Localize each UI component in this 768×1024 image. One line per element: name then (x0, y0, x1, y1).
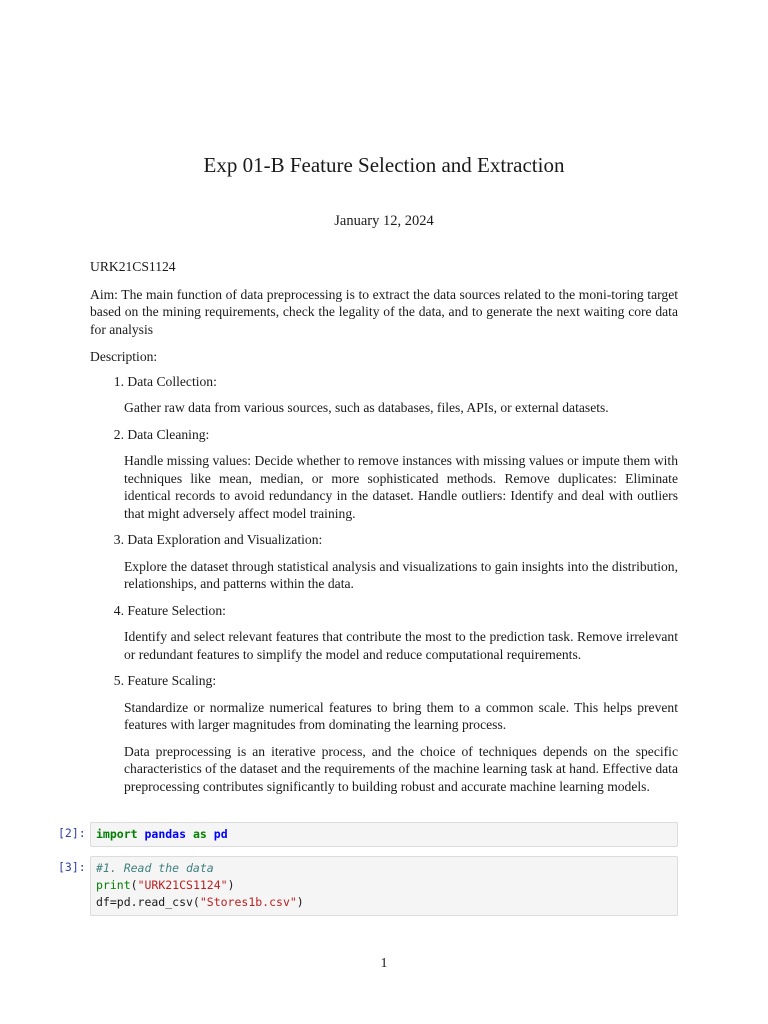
step-number: 2. (113, 426, 124, 442)
step-number: 5. (113, 673, 124, 688)
step-body: Explore the dataset through statistical analysis and visualizations to gain insights into the distribution, relationships, and patterns within the data. (124, 558, 678, 591)
step-number: 1. (113, 373, 124, 389)
step-title: Data Cleaning: (127, 426, 210, 442)
list-item (90, 426, 678, 523)
steps-list (90, 373, 678, 734)
description-label: Description: (90, 349, 158, 364)
step-body: Handle missing values: Decide whether to remove instances with missing values or impute them with techniques like mean, median, or more sophisticated methods. Remove duplicates: Eliminate identical records to avoid redundancy in the dataset. Handle outliers: Identify and deal with outliers that might adversely affect model training. (124, 453, 678, 521)
aim-paragraph: Aim: The main function of data preprocessing is to extract the data sources related to the moni-toring target based on the mining requirements, check the legality of the data, and to generate the next waiting core data for analysis (90, 286, 678, 337)
list-item (90, 672, 678, 734)
step-number: 4. (113, 602, 124, 618)
step-title: Data Collection: (127, 373, 217, 389)
list-item (90, 602, 678, 664)
step-body: Standardize or normalize numerical features to bring them to a common scale. This helps prevent features with larger magnitudes from dominating the learning process. (124, 699, 678, 732)
step-number: 3. (113, 532, 124, 547)
step-title: Feature Scaling: (127, 673, 217, 688)
page-date: January 12, 2024 (334, 213, 434, 229)
step-title: Feature Selection: (127, 602, 226, 618)
list-item (90, 373, 678, 417)
closing-paragraph: Data preprocessing is an iterative process, and the choice of techniques depends on the specific characteristics of the dataset and the requirements of the machine learning task at hand. Effective data preprocessing contributes significantly to building robust and accurate machine learning models. (124, 743, 678, 794)
cell-prompt: [3]: (58, 860, 86, 874)
page-number: 1 (380, 956, 388, 971)
step-body: Identify and select relevant features that contribute the most to the prediction task. Remove irrelevant or redundant features to simplify the model and reduce computational requirements. (124, 629, 678, 662)
step-title: Data Exploration and Visualization: (127, 532, 323, 547)
page-title: Exp 01-B Feature Selection and Extraction (203, 153, 565, 177)
document-body (90, 258, 678, 795)
step-body: Gather raw data from various sources, such as databases, files, APIs, or external datasets. (124, 400, 609, 415)
cell-prompt: [2]: (58, 826, 86, 840)
code-editor[interactable]: import pandas as pd (90, 822, 678, 847)
list-item (90, 531, 678, 593)
code-editor[interactable]: #1. Read the data print("URK21CS1124") df=pd.read_csv("Stores1b.csv") (90, 856, 678, 916)
student-id: URK21CS1124 (90, 259, 176, 274)
code-cell (58, 856, 678, 916)
code-comment: #1. Read the data (96, 861, 214, 875)
code-cell (58, 822, 678, 847)
